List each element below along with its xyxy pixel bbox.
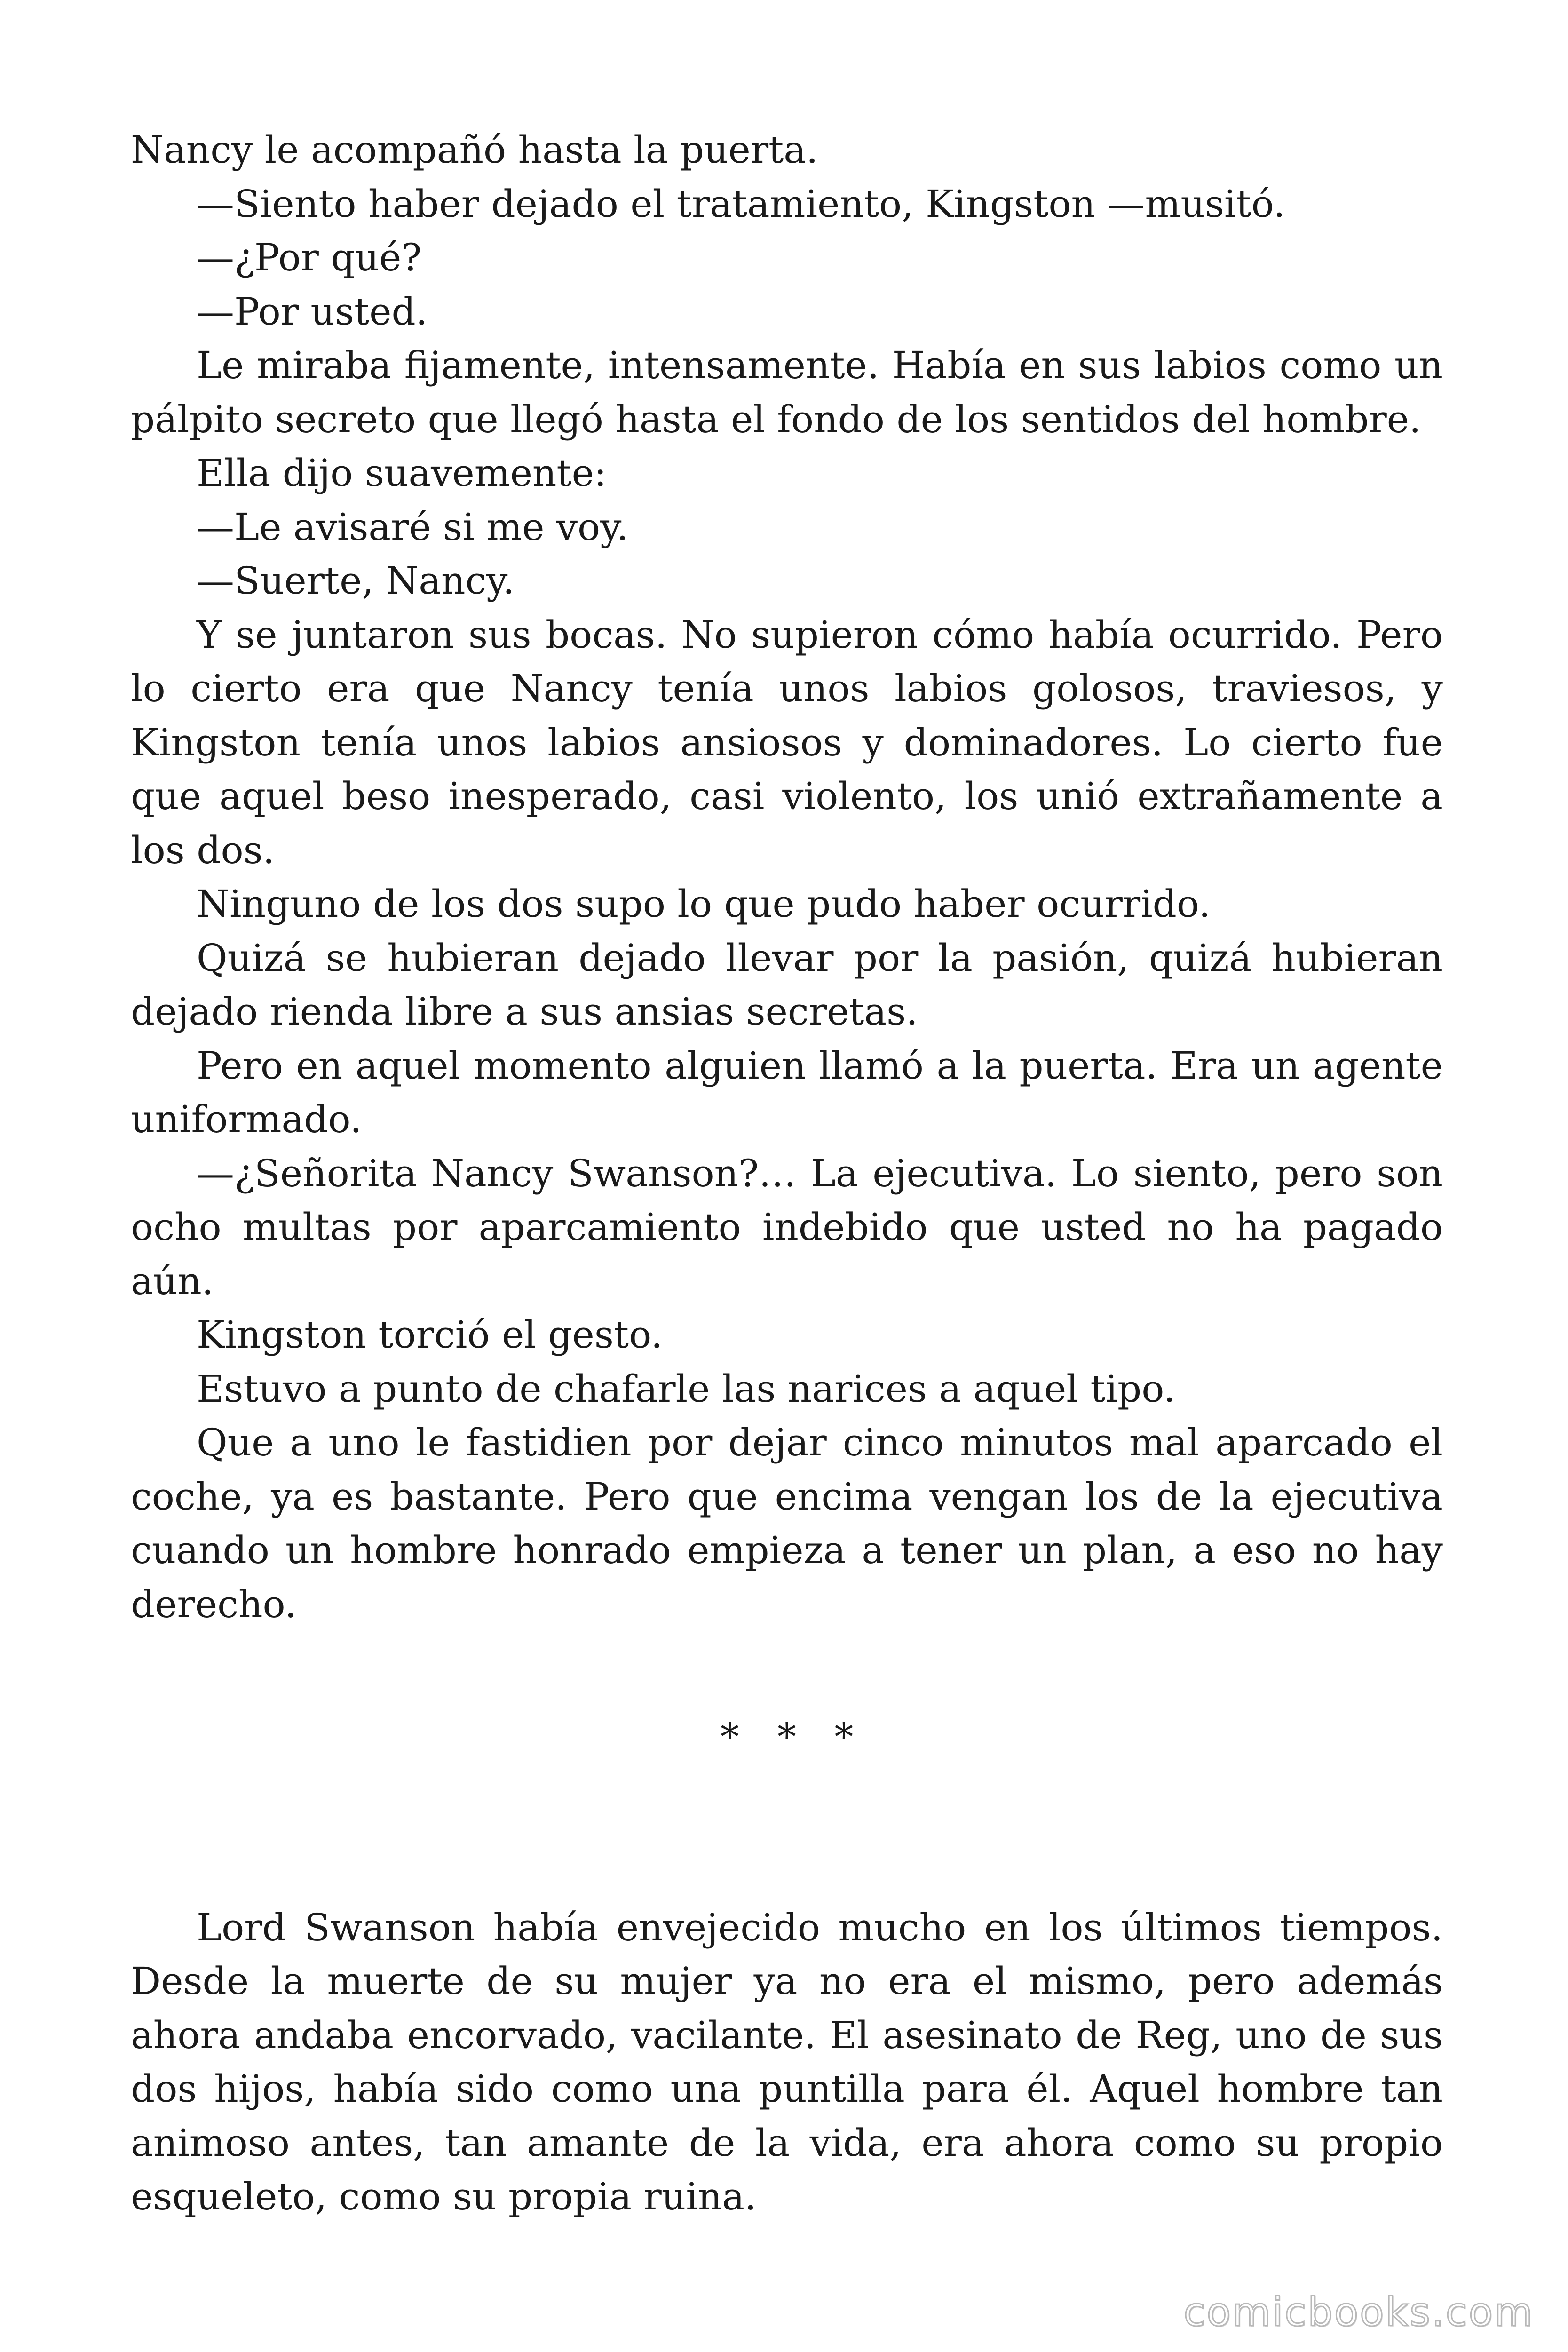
paragraph-7: —Le avisaré si me voy. [197,505,629,549]
paragraph-3: —¿Por qué? [197,236,422,279]
paragraph-15: Estuvo a punto de chafarle las narices a aquel tipo. [197,1367,1176,1411]
paragraph-6: Ella dijo suavemente: [197,451,607,495]
paragraph-17: Lord Swanson había envejecido mucho en los últimos tiempos. Desde la muerte de su mujer ya no era el mismo, pero además ahora andaba encorvado, vacilante. El asesinato de Reg, uno de sus dos hijos, había sido como una puntilla para él. Aquel hombre tan animoso antes, tan amante de la vida, era ahora como su propio esqueleto, como su propia ruina. [131,1905,1443,2218]
paragraph-14: Kingston torció el gesto. [197,1313,663,1357]
paragraph-10: Ninguno de los dos supo lo que pudo haber ocurrido. [197,882,1211,926]
paragraph-16: Que a uno le fastidien por dejar cinco minutos mal aparcado el coche, ya es bastante. Pero que encima vengan los de la ejecutiva cuando un hombre honrado empieza a tener un plan, a eso no hay derecho. [131,1421,1443,1626]
paragraph-9: Y se juntaron sus bocas. No supieron cómo había ocurrido. Pero lo cierto era que Nancy tenía unos labios golosos, traviesos, y Kingston tenía unos labios ansiosos y dominadores. Lo cierto fue que aquel beso inesperado, casi violento, los unió extrañamente a los dos. [131,612,1443,872]
paragraph-5: Le miraba fijamente, intensamente. Había en sus labios como un pálpito secreto que llegó hasta el fondo de los sentidos del hombre. [131,343,1443,441]
watermark-logo: comicbooks.com [1183,2289,1534,2335]
paragraph-12: Pero en aquel momento alguien llamó a la puerta. Era un agente uniformado. [131,1043,1443,1141]
section-separator: * * * [720,1715,867,1759]
paragraph-11: Quizá se hubieran dejado llevar por la pasión, quizá hubieran dejado rienda libre a sus ansias secretas. [131,936,1443,1033]
paragraph-2: —Siento haber dejado el tratamiento, Kingston —musitó. [197,182,1285,226]
paragraph-13: —¿Señorita Nancy Swanson?… La ejecutiva. Lo siento, pero son ocho multas por aparcamiento indebido que usted no ha pagado aún. [131,1151,1443,1303]
paragraph-4: —Por usted. [197,289,428,334]
book-page [131,123,1443,2224]
paragraph-8: —Suerte, Nancy. [197,559,515,603]
paragraph-1: Nancy le acompañó hasta la puerta. [131,128,818,172]
